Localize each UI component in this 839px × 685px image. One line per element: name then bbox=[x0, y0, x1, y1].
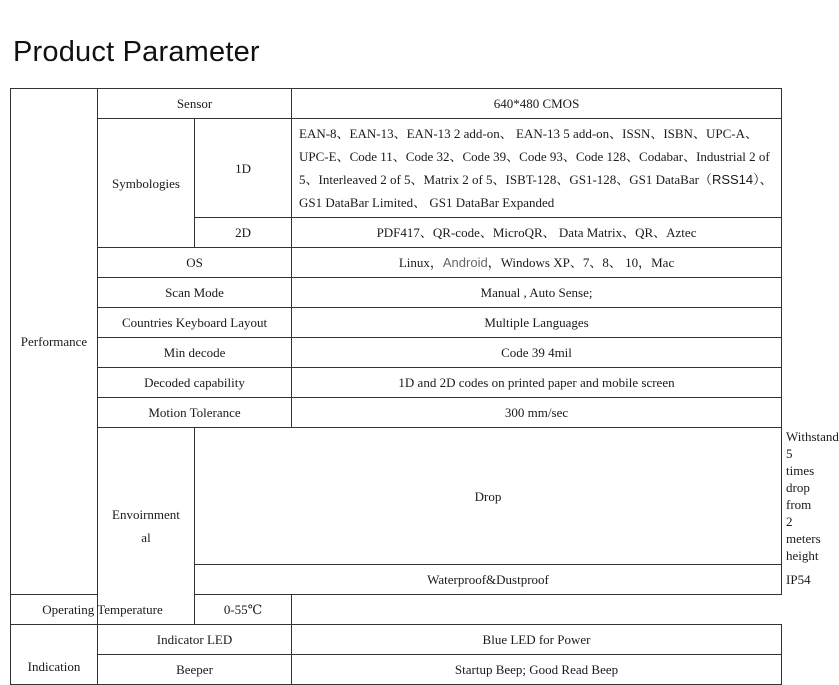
value-os-a: Linux， bbox=[398, 255, 443, 270]
label-beeper: Beeper bbox=[98, 655, 292, 685]
label-motion: Motion Tolerance bbox=[98, 398, 292, 428]
table-row-min-decode bbox=[11, 338, 782, 368]
label-sensor: Sensor bbox=[98, 89, 292, 119]
label-op-temp: Operating Temperature bbox=[11, 595, 195, 625]
value-decoded: 1D and 2D codes on printed paper and mobile screen bbox=[292, 368, 782, 398]
group-indication bbox=[11, 625, 98, 685]
group-performance: Performance bbox=[11, 89, 98, 595]
value-2d: PDF417、QR-code、MicroQR、 Data Matrix、QR、Aztec bbox=[292, 218, 782, 248]
value-1d-main: EAN-8、EAN-13、EAN-13 2 add-on、 EAN-13 5 add-on、ISSN、ISBN、UPC-A、UPC-E、Code 11、Code 32、Code 39、Code 93、Code 128、Codabar、Industrial 2 of 5、Interleaved 2 of 5、Matrix 2 of 5、ISBT-128、GS1-128、GS1 DataBar bbox=[299, 126, 770, 187]
value-min-decode: Code 39 4mil bbox=[292, 338, 782, 368]
table-row-os bbox=[11, 248, 782, 278]
table-row-beeper bbox=[11, 655, 782, 685]
label-scan-mode: Scan Mode bbox=[98, 278, 292, 308]
table-row-waterproof: Waterproof&Dustproof IP54 bbox=[11, 565, 782, 595]
value-os-android: Android bbox=[442, 255, 488, 270]
table-row-indicator-led bbox=[11, 625, 782, 655]
label-symbologies: Symbologies bbox=[98, 119, 195, 248]
page-title: Product Parameter bbox=[13, 36, 260, 68]
value-beeper: Startup Beep; Good Read Beep bbox=[292, 655, 782, 685]
label-1d: 1D bbox=[195, 119, 292, 218]
label-os: OS bbox=[98, 248, 292, 278]
value-1d bbox=[292, 119, 782, 218]
group-environment-line1: Envoirnment bbox=[112, 507, 180, 522]
value-motion: 300 mm/sec bbox=[292, 398, 782, 428]
value-os bbox=[292, 248, 782, 278]
value-sensor: 640*480 CMOS bbox=[292, 89, 782, 119]
value-op-temp: 0-55℃ bbox=[195, 595, 292, 625]
label-2d: 2D bbox=[195, 218, 292, 248]
label-waterproof: Waterproof&Dustproof bbox=[195, 565, 782, 595]
group-environment-line2: al bbox=[141, 530, 151, 545]
table-row-motion bbox=[11, 398, 782, 428]
table-row-op-temp bbox=[11, 595, 782, 625]
value-keyboard: Multiple Languages bbox=[292, 308, 782, 338]
table-row-drop: Envoirnment al Drop Withstand 5 times drop from 2 meters height bbox=[11, 428, 782, 565]
label-decoded: Decoded capability bbox=[98, 368, 292, 398]
table-row-symbologies-1d bbox=[11, 119, 782, 218]
table-row-sensor bbox=[11, 89, 782, 119]
group-indication-label: Indication bbox=[27, 658, 81, 674]
value-scan-mode: Manual , Auto Sense; bbox=[292, 278, 782, 308]
table-row-scan-mode bbox=[11, 278, 782, 308]
product-parameter-table bbox=[10, 88, 839, 685]
label-indicator-led: Indicator LED bbox=[98, 625, 292, 655]
label-min-decode: Min decode bbox=[98, 338, 292, 368]
label-keyboard: Countries Keyboard Layout bbox=[98, 308, 292, 338]
label-drop: Drop bbox=[195, 428, 782, 565]
value-indicator-led: Blue LED for Power bbox=[292, 625, 782, 655]
value-1d-tail: 、 GS1 DataBar Limited、 GS1 DataBar Expanded bbox=[299, 172, 773, 210]
table-row-decoded bbox=[11, 368, 782, 398]
table-row-keyboard bbox=[11, 308, 782, 338]
value-1d-rss: （RSS14） bbox=[698, 172, 760, 187]
value-os-b: ，Windows XP、7、8、 10，Mac bbox=[487, 255, 675, 270]
